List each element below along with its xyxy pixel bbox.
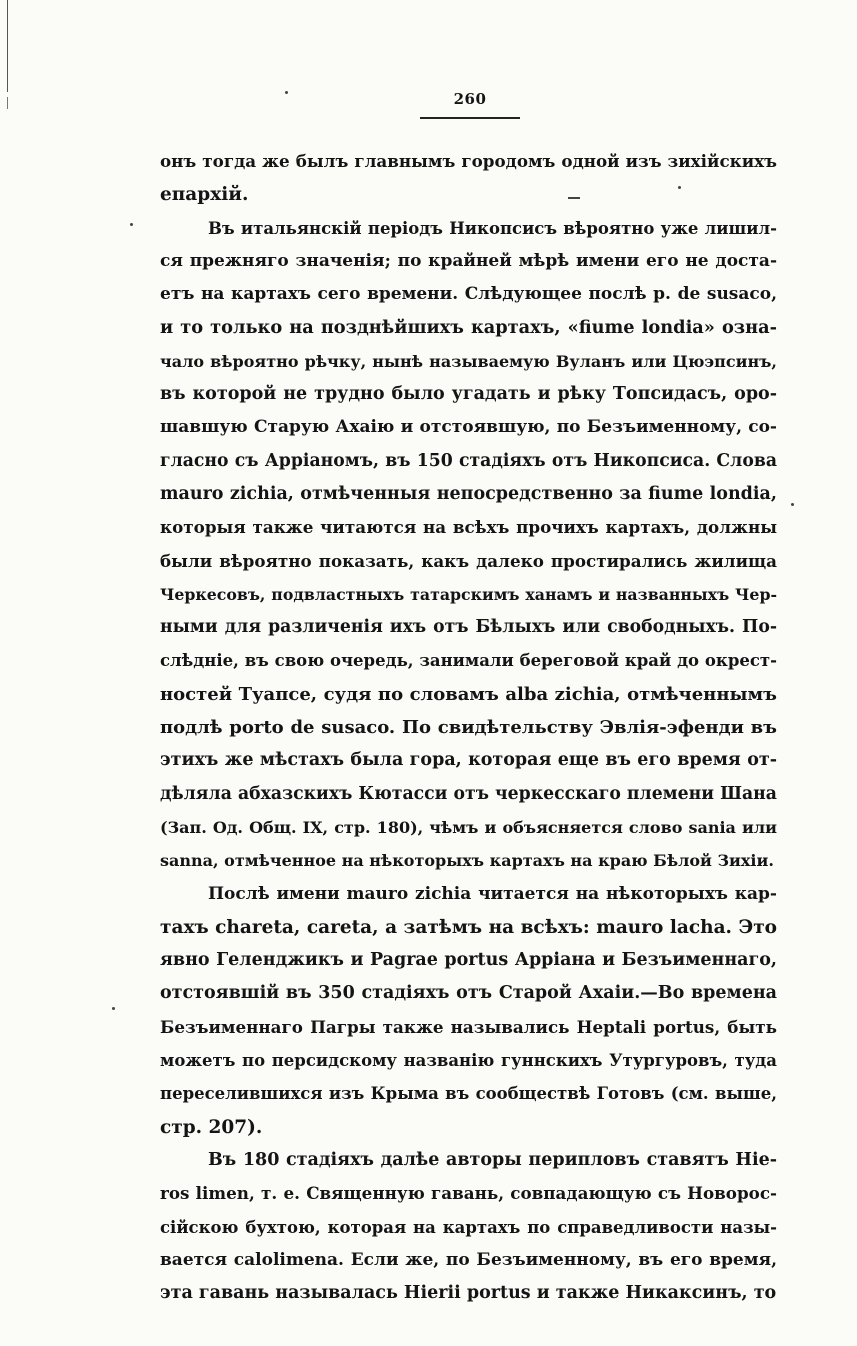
text-line: ros limen, т. е. Священную гавань, совпадающую съ Новорос- [160,1183,777,1204]
page-number-rule [420,117,520,119]
text-line: слѣдніе, въ свою очередь, занимали береговой край до окрест- [160,651,777,671]
text-line: ностей Туапсе, судя по словамъ alba zichia, отмѣченнымъ [160,683,777,705]
text-line: ными для различенія ихъ отъ Бѣлыхъ или свободныхъ. По- [160,617,777,638]
text-line: явно Геленджикъ и Pagrae portus Арріана и Безъименнаго, [160,950,777,971]
text-line: sanna, отмѣченное на нѣкоторыхъ картахъ на краю Бѣлой Зихіи. [160,851,774,871]
text-line: сійскою бухтою, которая на картахъ по справедливости назы- [160,1217,777,1237]
body-text [160,145,777,1310]
text-line: онъ тогда же былъ главнымъ городомъ одной изъ зихійскихъ [160,151,777,171]
text-line: были вѣроятно показать, какъ далеко простирались жилища [160,550,777,571]
page-number: 260 [453,90,487,108]
text-line: епархій. [160,184,249,206]
text-line: Безъименнаго Пагры также назывались Heptali portus, быть [160,1016,777,1037]
text-line: гласно съ Арріаномъ, въ 150 стадіяхъ отъ Никопсиса. Слова [160,450,777,471]
text-line: переселившихся изъ Крыма въ сообществѣ Готовъ (см. выше, [160,1084,777,1104]
text-line: тахъ chareta, careta, а затѣмъ на всѣхъ: mauro lacha. Это [160,916,777,938]
scan-edge-line [7,0,8,92]
text-line: отстоявшій въ 350 стадіяхъ отъ Старой Ахаіи.—Во времена [160,983,777,1004]
text-line: Черкесовъ, подвластныхъ татарскимъ ханамъ и названныхъ Чер- [160,584,777,604]
text-line: (Зап. Од. Общ. IX, стр. 180), чѣмъ и объясняется слово sania или [160,817,777,837]
scan-edge-mark [7,97,8,109]
text-line: чало вѣроятно рѣчку, нынѣ называемую Вуланъ или Цюэпсинъ, [160,351,777,371]
text-line: mauro zichia, отмѣченныя непосредственно за fiume londia, [160,483,777,504]
text-line: подлѣ porto de susaco. По свидѣтельству Эвлія-эфенди въ [160,717,777,739]
text-line: и то только на позднѣйшихъ картахъ, «fiume londia» озна- [160,317,777,339]
text-line: Въ 180 стадіяхъ далѣе авторы перипловъ ставятъ Hie- [208,1149,777,1170]
text-line: Въ итальянскій періодъ Никопсисъ вѣроятно уже лишил- [208,218,777,238]
text-line: въ которой не трудно было угадать и рѣку Топсидасъ, оро- [160,384,777,405]
scan-speck [791,503,794,506]
text-line: дѣляла абхазскихъ Кютасси отъ черкесскаго племени Шана [160,783,777,804]
text-line: Послѣ имени mauro zichia читается на нѣкоторыхъ кар- [208,883,777,904]
text-line: этихъ же мѣстахъ была гора, которая еще въ его время от- [160,750,777,771]
text-line: вается calolimena. Если же, по Безъименному, въ его время, [160,1249,777,1270]
text-line: которыя также читаются на всѣхъ прочихъ картахъ, должны [160,517,777,538]
text-line: можетъ по персидскому названію гуннскихъ Утургуровъ, туда [160,1051,777,1071]
scan-speck [285,91,288,94]
scan-speck [112,1007,115,1010]
text-line: шавшую Старую Ахаію и отстоявшую, по Безъименному, со- [160,417,777,438]
scan-speck [130,223,133,226]
text-line: эта гавань называлась Hierii portus и также Никаксинъ, то [160,1283,777,1304]
text-line: ся прежняго значенія; по крайней мѣрѣ имени его не доста- [160,250,777,271]
text-line: етъ на картахъ сего времени. Слѣдующее послѣ р. de susaco, [160,284,777,305]
text-line: стр. 207). [160,1116,263,1138]
